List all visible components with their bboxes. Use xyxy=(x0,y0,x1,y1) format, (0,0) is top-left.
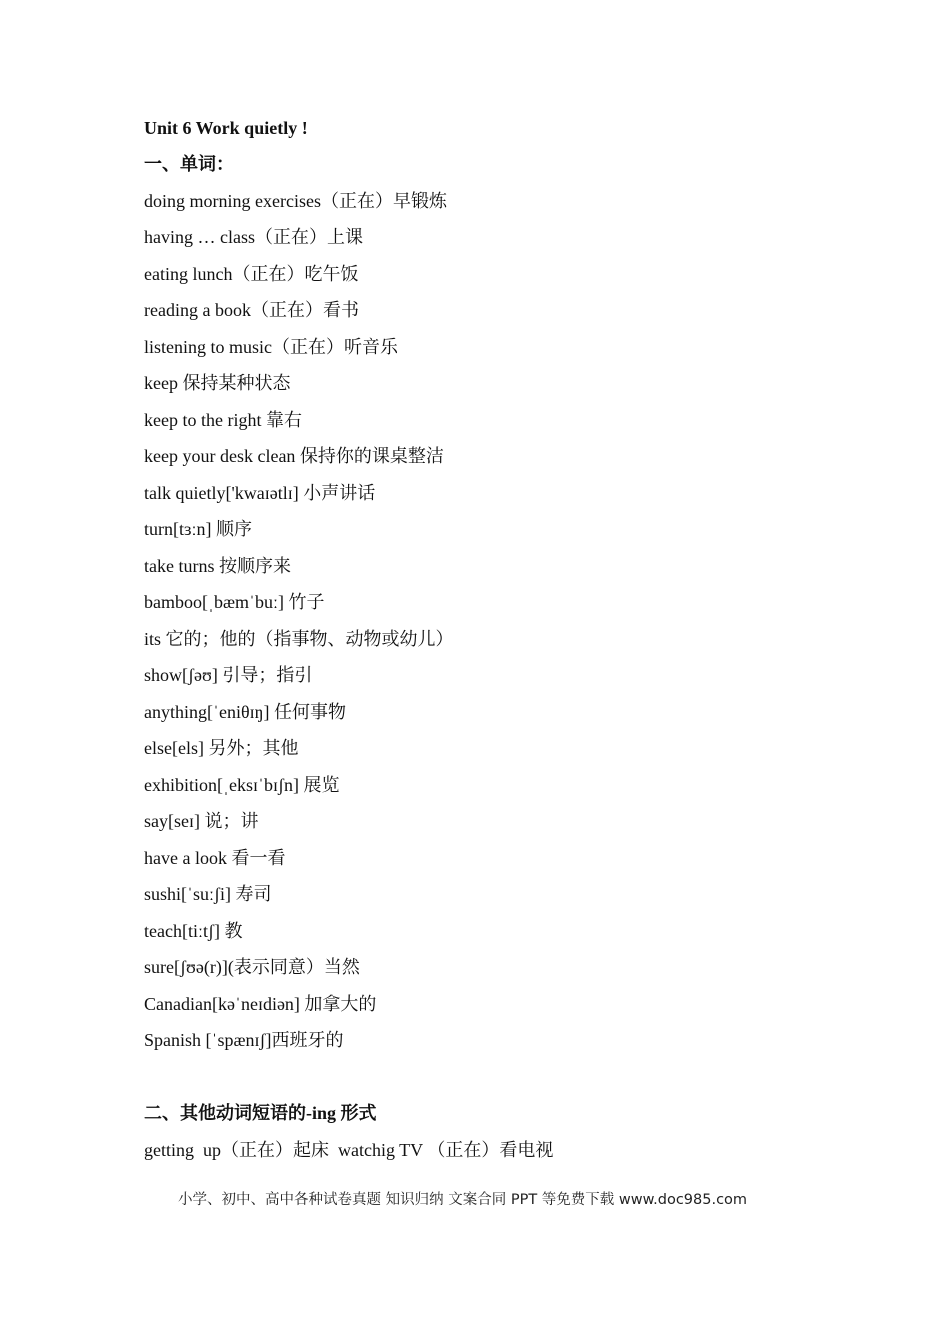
vocabulary-item: else[els] 另外；其他 xyxy=(144,738,299,758)
vocabulary-item: doing morning exercises（正在）早锻炼 xyxy=(144,190,447,211)
vocabulary-item: Canadian[kəˈneɪdiən] 加拿大的 xyxy=(144,993,377,1014)
vocabulary-item: sure[ʃʊə(r)](表示同意）当然 xyxy=(144,957,360,977)
footer-watermark-text: 小学、初中、高中各种试卷真题 知识归纳 文案合同 PPT 等免费下载 www.doc985.com xyxy=(178,1192,748,1208)
spacer xyxy=(144,1063,844,1100)
vocabulary-item: anything[ˈeniθɪŋ] 任何事物 xyxy=(144,701,346,722)
document-title: Unit 6 Work quietly ! xyxy=(144,118,308,138)
document-page xyxy=(144,114,844,1172)
vocabulary-item: take turns 按顺序来 xyxy=(144,555,291,576)
vocabulary-item: talk quietly['kwaɪətlɪ] 小声讲话 xyxy=(144,482,376,503)
vocabulary-item: keep your desk clean 保持你的课桌整洁 xyxy=(144,446,444,466)
vocabulary-list xyxy=(144,187,844,1063)
vocabulary-item: keep 保持某种状态 xyxy=(144,373,291,393)
vocabulary-item: exhibition[ˌeksɪˈbɪʃn] 展览 xyxy=(144,774,340,795)
section-heading-vocabulary: 一、单词： xyxy=(144,154,234,174)
section-heading-ing-forms: 二、其他动词短语的-ing 形式 xyxy=(144,1103,377,1123)
vocabulary-item: have a look 看一看 xyxy=(144,847,286,868)
vocabulary-item: sushi[ˈsuːʃi] 寿司 xyxy=(144,884,272,904)
vocabulary-item: show[ʃəʊ] 引导；指引 xyxy=(144,665,313,685)
vocabulary-item: eating lunch（正在）吃午饭 xyxy=(144,263,359,284)
vocabulary-item: its 它的；他的（指事物、动物或幼儿） xyxy=(144,628,454,649)
vocabulary-item: turn[tɜːn] 顺序 xyxy=(144,519,253,539)
ing-forms-line: getting up（正在）起床 watchig TV （正在）看电视 xyxy=(144,1139,554,1160)
vocabulary-item: bamboo[ˌbæmˈbuː] 竹子 xyxy=(144,592,325,612)
vocabulary-item: listening to music（正在）听音乐 xyxy=(144,336,398,357)
vocabulary-item: Spanish [ˈspænɪʃ]西班牙的 xyxy=(144,1030,344,1050)
vocabulary-item: keep to the right 靠右 xyxy=(144,409,302,430)
vocabulary-item: reading a book（正在）看书 xyxy=(144,300,359,320)
vocabulary-item: having … class（正在）上课 xyxy=(144,227,363,247)
vocabulary-item: teach[tiːtʃ] 教 xyxy=(144,920,243,941)
vocabulary-item: say[seɪ] 说；讲 xyxy=(144,811,259,831)
